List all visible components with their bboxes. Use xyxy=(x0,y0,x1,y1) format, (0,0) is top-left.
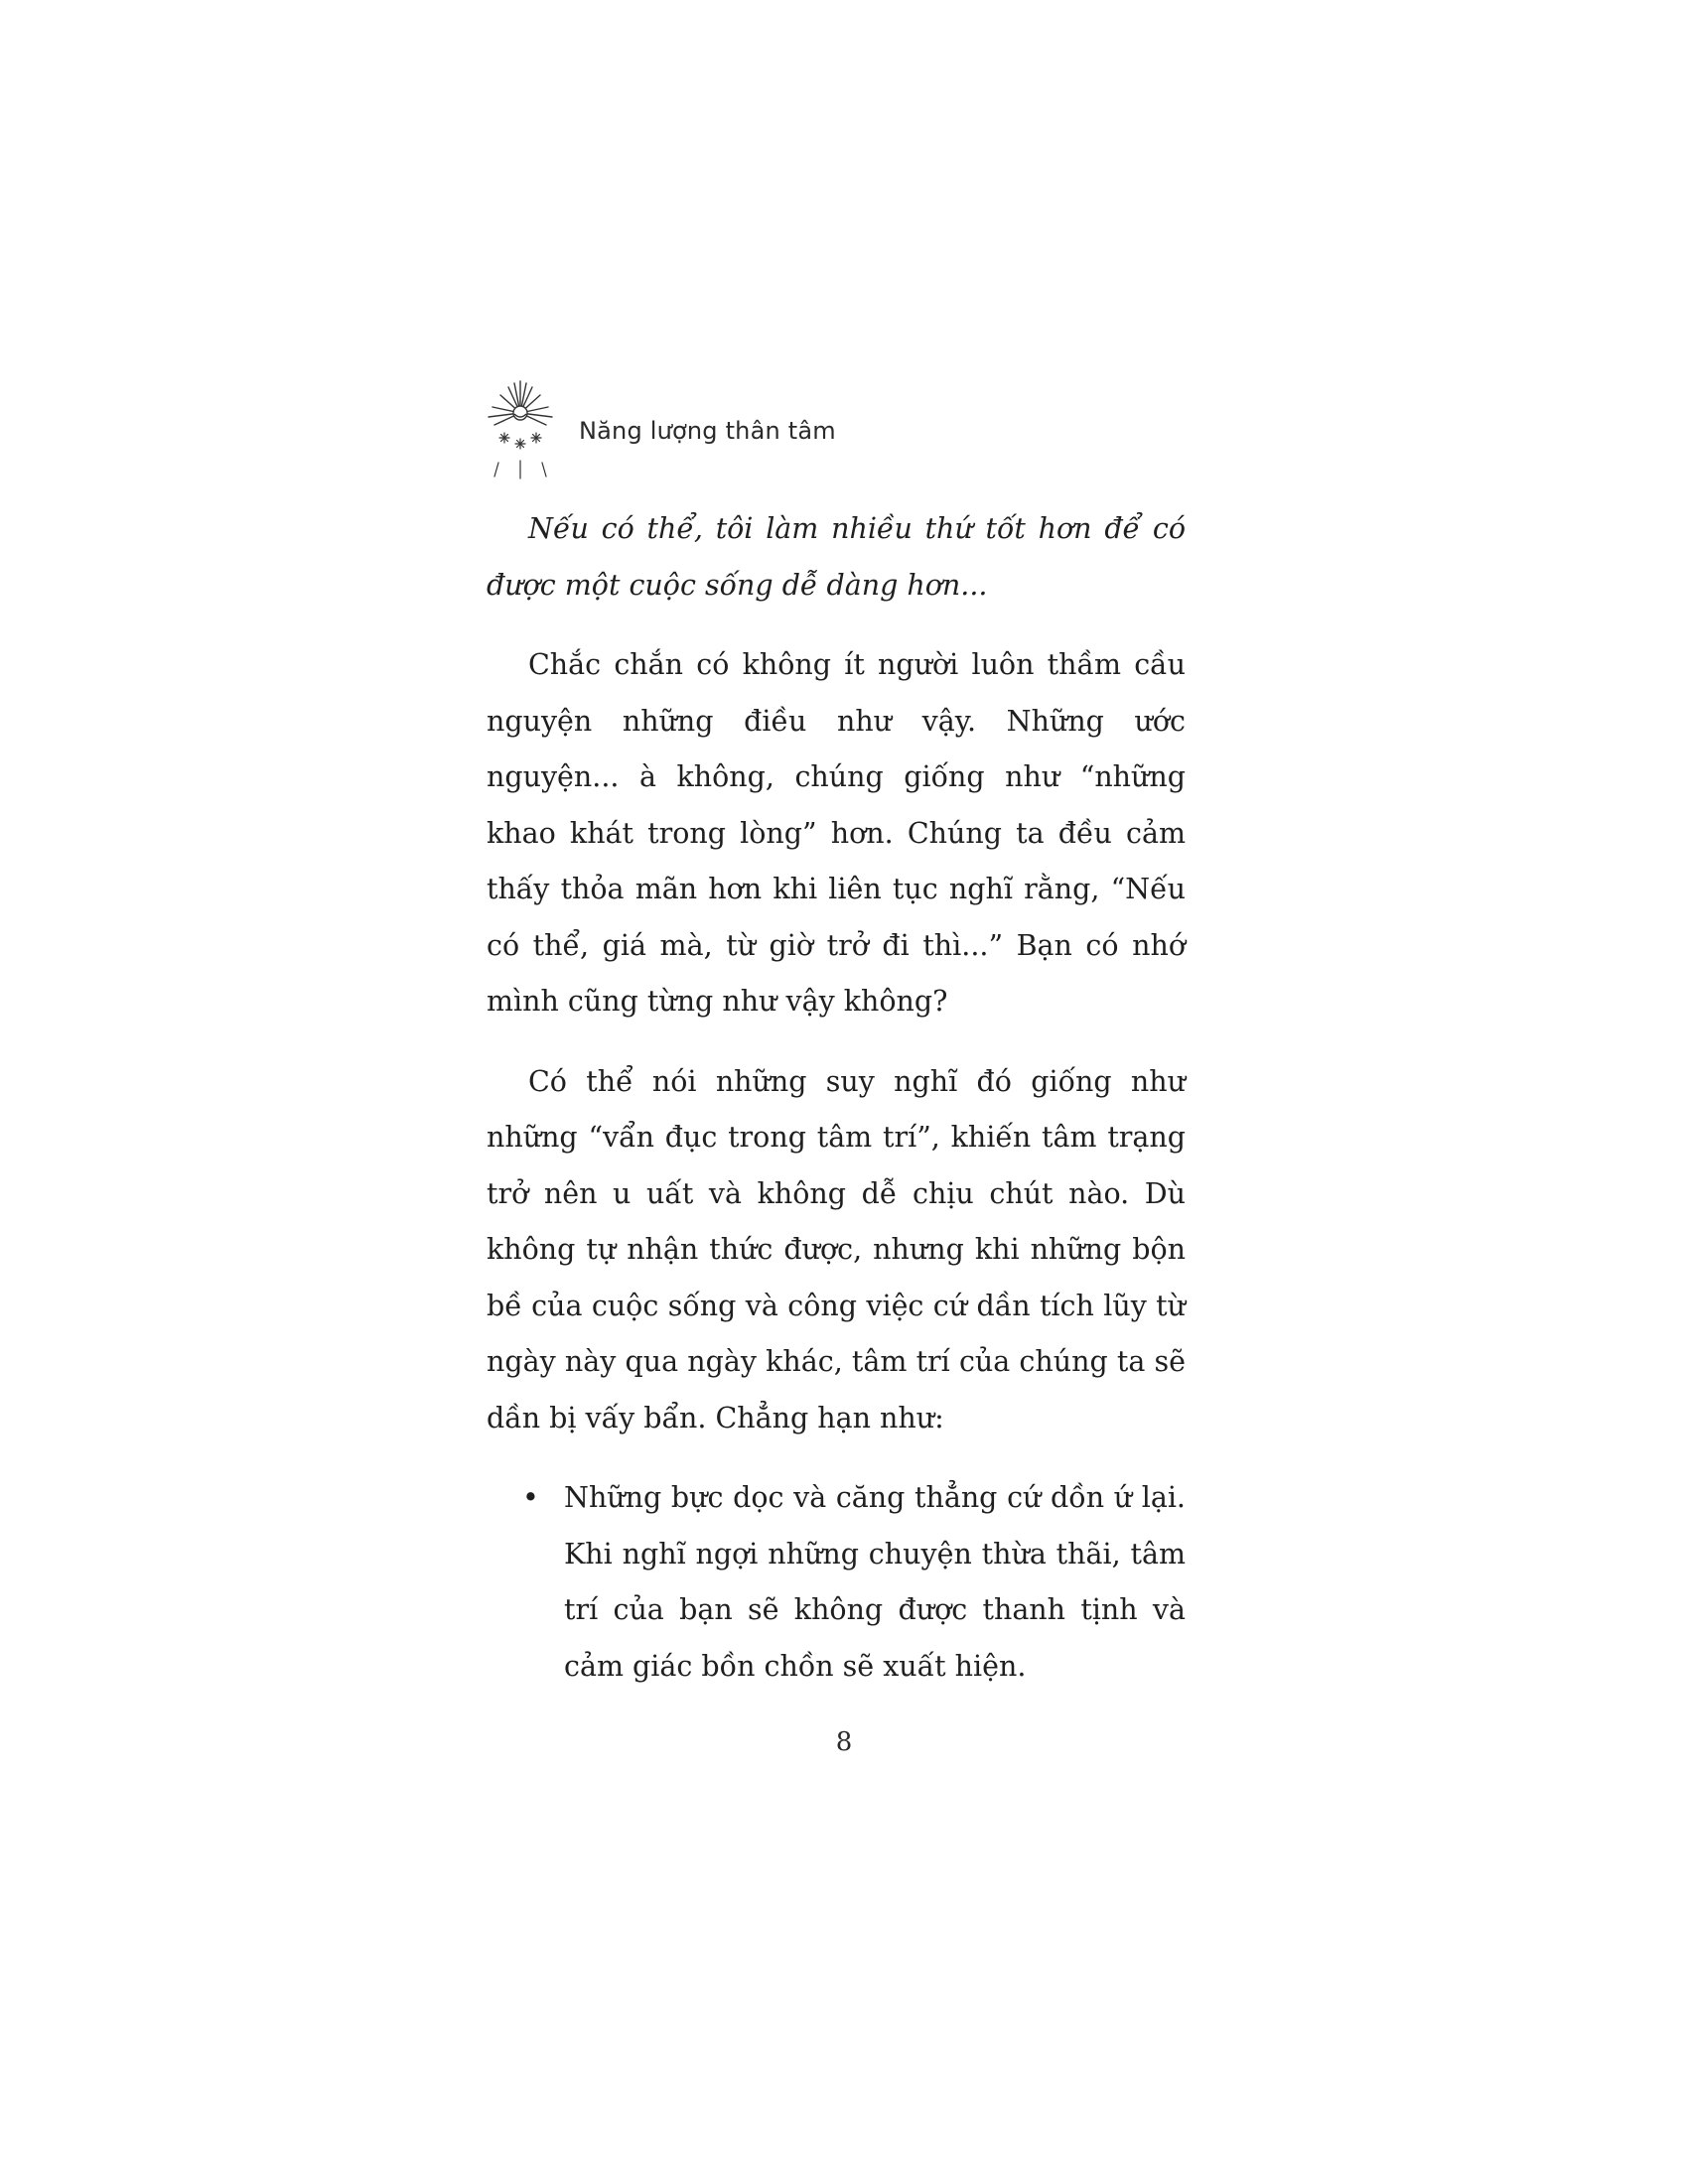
body-paragraph: Chắc chắn có không ít người luôn thầm cầu nguyện những điều như vậy. Những ước nguyện... à không, chúng giống như “những khao khát trong lòng” hơn. Chúng ta đều cảm thấy thỏa mãn hơn khi liên tục nghĩ rằng, “Nếu có thể, giá mà, từ giờ trở đi thì...” Bạn có nhớ mình cũng từng như vậy không? xyxy=(487,648,1186,1018)
bullet-list xyxy=(487,1470,1186,1695)
bullet-marker: • xyxy=(522,1481,539,1514)
running-header-title: Năng lượng thân tâm xyxy=(579,417,836,445)
page-body xyxy=(487,501,1186,1695)
body-paragraph: Có thể nói những suy nghĩ đó giống như những “vẩn đục trong tâm trí”, khiến tâm trạng trở nên u uất và không dễ chịu chút nào. Dù không tự nhận thức được, nhưng khi những bộn bề của cuộc sống và công việc cứ dần tích lũy từ ngày này qua ngày khác, tâm trí của chúng ta sẽ dần bị vấy bẩn. Chẳng hạn như: xyxy=(487,1064,1186,1434)
running-header xyxy=(485,377,1199,486)
sunburst-icon xyxy=(485,377,564,486)
bullet-item xyxy=(487,1470,1186,1695)
italic-lead-paragraph: Nếu có thể, tôi làm nhiều thứ tốt hơn để có được một cuộc sống dễ dàng hơn... xyxy=(487,512,1186,602)
bullet-text: Những bực dọc và căng thẳng cứ dồn ứ lại. Khi nghĩ ngợi những chuyện thừa thãi, tâm trí của bạn sẽ không được thanh tịnh và cảm giác bồn chồn sẽ xuất hiện. xyxy=(564,1481,1186,1683)
page-number: 8 xyxy=(835,1727,853,1757)
